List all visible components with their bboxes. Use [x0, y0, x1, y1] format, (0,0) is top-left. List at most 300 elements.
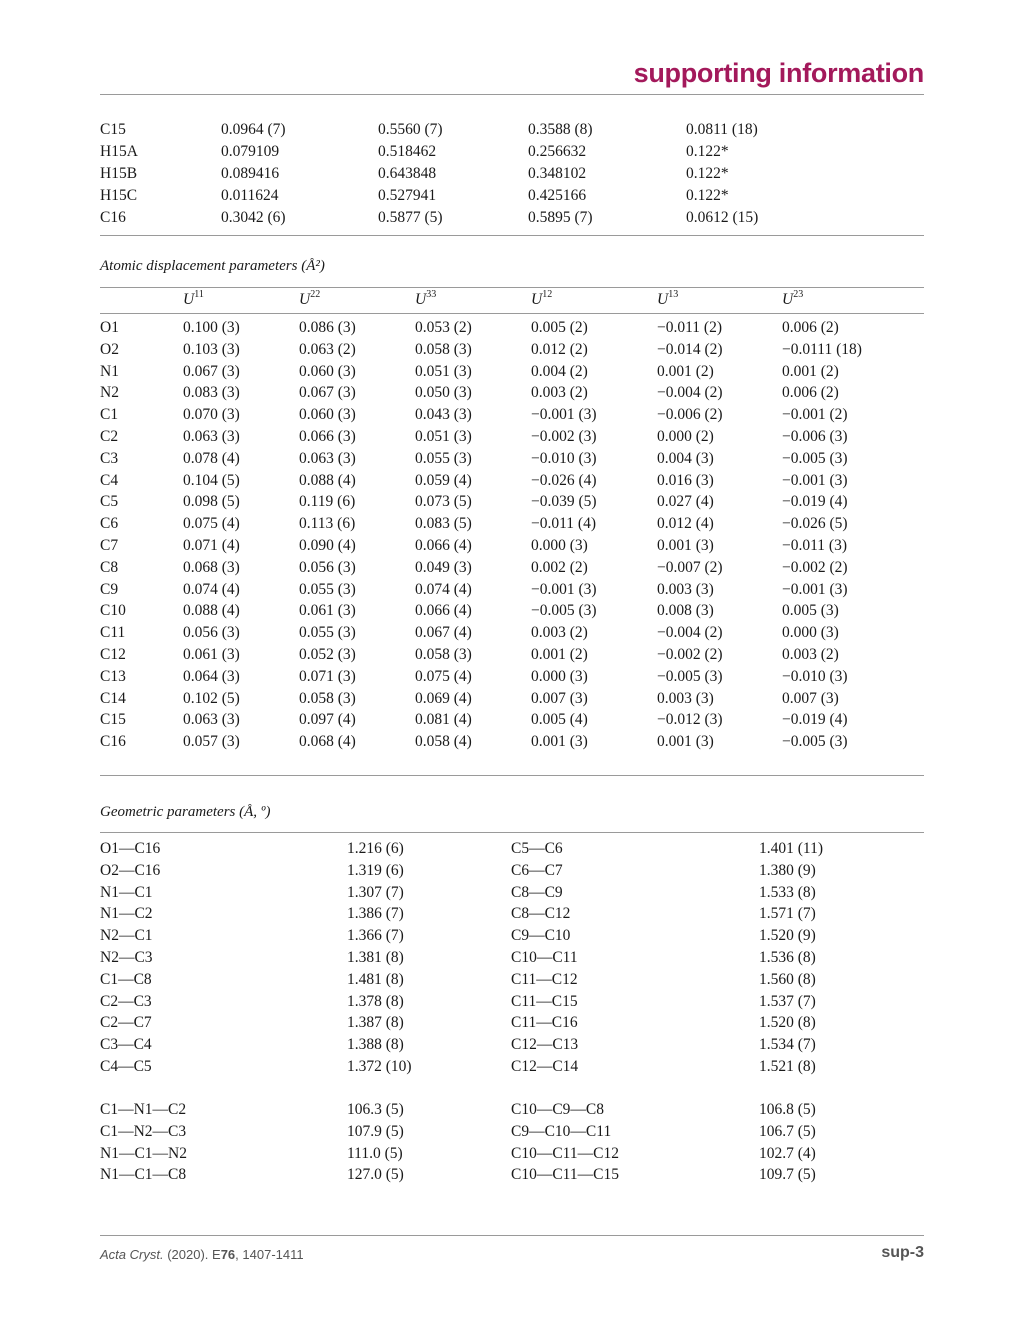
- bond-length: 1.537 (7): [759, 992, 816, 1010]
- u22-value: 0.097 (4): [299, 711, 356, 729]
- u33-value: 0.069 (4): [415, 689, 472, 707]
- bond-label: C1—C8: [100, 970, 152, 988]
- u11-value: 0.057 (3): [183, 733, 240, 751]
- u12-value: 0.005 (2): [531, 319, 588, 336]
- u11-value: 0.075 (4): [183, 515, 240, 533]
- atom-label: O1: [100, 319, 119, 336]
- bond-row: [0, 1036, 1024, 1058]
- u23-value: 0.003 (2): [782, 646, 839, 663]
- u12-value: −0.005 (3): [531, 602, 597, 620]
- u11-value: 0.074 (4): [183, 580, 240, 598]
- bond-length: 1.381 (8): [347, 949, 404, 966]
- u11-value: 0.071 (4): [183, 537, 240, 554]
- bond-label: C11—C15: [511, 992, 578, 1010]
- atom-label: C1: [100, 406, 119, 424]
- bond-label: C11—C16: [511, 1014, 578, 1032]
- u22-value: 0.055 (3): [299, 624, 356, 642]
- footer-page-label: sup-3: [881, 1244, 924, 1261]
- u33-value: 0.055 (3): [415, 449, 472, 467]
- u12-value: 0.004 (2): [531, 362, 588, 380]
- adp-column-header: [299, 291, 320, 309]
- adp-header-index: 23: [793, 289, 804, 300]
- angle-value: 102.7 (4): [759, 1144, 816, 1162]
- u23-value: 0.006 (2): [782, 319, 839, 336]
- atom-label: C15: [100, 711, 126, 729]
- atom-label: C3: [100, 449, 119, 467]
- z-value: 0.348102: [528, 165, 587, 182]
- u23-value: −0.026 (5): [782, 515, 848, 533]
- bond-row: [0, 862, 1024, 884]
- u11-value: 0.061 (3): [183, 646, 240, 663]
- adp-row: [0, 428, 1024, 450]
- angle-value: 106.3 (5): [347, 1101, 404, 1118]
- u13-value: 0.012 (4): [657, 515, 714, 533]
- footer-year: (2020).: [167, 1247, 209, 1262]
- bond-row: [0, 905, 1024, 927]
- u33-value: 0.058 (4): [415, 733, 472, 751]
- adp-row: [0, 624, 1024, 646]
- u12-value: −0.011 (4): [531, 515, 596, 533]
- adp-row: [0, 450, 1024, 472]
- u12-value: 0.005 (4): [531, 711, 588, 729]
- adp-section-title: Atomic displacement parameters (Å²): [100, 258, 325, 274]
- bond-label: C8—C9: [511, 883, 563, 901]
- u12-value: 0.001 (2): [531, 646, 588, 663]
- u22-value: 0.058 (3): [299, 689, 356, 707]
- u33-value: 0.074 (4): [415, 580, 472, 598]
- x-value: 0.0964 (7): [221, 121, 286, 138]
- angle-label: N1—C1—C8: [100, 1166, 187, 1184]
- atom-label: H15C: [100, 187, 138, 204]
- u33-value: 0.051 (3): [415, 362, 472, 380]
- header-rule: [100, 94, 924, 95]
- u11-value: 0.103 (3): [183, 340, 240, 358]
- y-value: 0.5877 (5): [378, 209, 443, 226]
- u12-value: 0.007 (3): [531, 689, 588, 707]
- bond-label: O1—C16: [100, 840, 161, 857]
- bond-length: 1.560 (8): [759, 970, 816, 988]
- bond-length: 1.521 (8): [759, 1058, 816, 1075]
- atom-label: C2: [100, 428, 119, 445]
- u23-value: −0.001 (2): [782, 406, 848, 424]
- bond-label: C6—C7: [511, 861, 563, 879]
- angle-label: C1—N2—C3: [100, 1122, 187, 1140]
- adp-row: [0, 406, 1024, 428]
- adp-header-symbol: U: [531, 291, 543, 308]
- adp-row: [0, 515, 1024, 537]
- u12-value: −0.039 (5): [531, 493, 597, 511]
- atom-label: N1: [100, 362, 119, 380]
- adp-row: [0, 537, 1024, 559]
- bond-row: [0, 1014, 1024, 1036]
- bond-row: [0, 971, 1024, 993]
- footer-journal: Acta Cryst.: [100, 1247, 164, 1262]
- bond-length: 1.380 (9): [759, 861, 816, 879]
- u22-value: 0.088 (4): [299, 471, 356, 489]
- atom-label: O2: [100, 340, 119, 358]
- bond-label: N2—C1: [100, 927, 153, 945]
- footer-rule: [100, 1235, 924, 1236]
- u23-value: −0.006 (3): [782, 428, 848, 445]
- adp-row: [0, 733, 1024, 755]
- y-value: 0.518462: [378, 143, 437, 160]
- u23-value: 0.001 (2): [782, 362, 839, 380]
- adp-column-header: [183, 291, 204, 309]
- atom-label: C16: [100, 733, 126, 751]
- u13-value: −0.004 (2): [657, 384, 723, 402]
- u23-value: −0.002 (2): [782, 558, 848, 576]
- u11-value: 0.088 (4): [183, 602, 240, 620]
- u12-value: −0.026 (4): [531, 471, 597, 489]
- z-value: 0.5895 (7): [528, 209, 593, 226]
- bond-label: C12—C13: [511, 1036, 579, 1054]
- u23-value: −0.001 (3): [782, 580, 848, 598]
- u13-value: 0.001 (2): [657, 362, 714, 380]
- u22-value: 0.063 (2): [299, 340, 356, 358]
- adp-row: [0, 493, 1024, 515]
- bond-label: C11—C12: [511, 970, 578, 988]
- u13-value: 0.008 (3): [657, 602, 714, 620]
- bond-label: C9—C10: [511, 927, 571, 945]
- x-value: 0.3042 (6): [221, 209, 286, 226]
- u33-value: 0.053 (2): [415, 319, 472, 336]
- u11-value: 0.078 (4): [183, 449, 240, 467]
- adp-header-symbol: U: [782, 291, 794, 308]
- z-value: 0.425166: [528, 187, 587, 204]
- atom-label: C16: [100, 209, 126, 226]
- bond-label: C2—C7: [100, 1014, 152, 1032]
- u12-value: 0.002 (2): [531, 558, 588, 576]
- u23-value: −0.019 (4): [782, 711, 848, 729]
- adp-row: [0, 341, 1024, 363]
- adp-column-header: [531, 291, 552, 309]
- u13-value: −0.007 (2): [657, 558, 723, 576]
- bond-label: C12—C14: [511, 1058, 579, 1075]
- atom-label: C10: [100, 602, 126, 620]
- angle-label: C9—C10—C11: [511, 1122, 612, 1140]
- u13-value: −0.005 (3): [657, 667, 723, 685]
- adp-row: [0, 472, 1024, 494]
- coords-row: [0, 209, 1024, 231]
- bond-length: 1.571 (7): [759, 905, 816, 923]
- u23-value: −0.005 (3): [782, 449, 848, 467]
- u11-value: 0.063 (3): [183, 711, 240, 729]
- bond-label: C4—C5: [100, 1058, 152, 1075]
- atom-label: C7: [100, 537, 119, 554]
- adp-header-index: 12: [542, 289, 553, 300]
- u11-value: 0.100 (3): [183, 319, 240, 336]
- adp-top-rule: [100, 287, 924, 288]
- bond-length: 1.533 (8): [759, 883, 816, 901]
- u22-value: 0.052 (3): [299, 646, 356, 663]
- bond-row: [0, 993, 1024, 1015]
- u33-value: 0.075 (4): [415, 667, 472, 685]
- x-value: 0.011624: [221, 187, 279, 204]
- u12-value: 0.000 (3): [531, 667, 588, 685]
- y-value: 0.527941: [378, 187, 437, 204]
- u12-value: 0.000 (3): [531, 537, 588, 554]
- u13-value: −0.006 (2): [657, 406, 723, 424]
- bond-label: C2—C3: [100, 992, 152, 1010]
- u13-value: −0.014 (2): [657, 340, 723, 358]
- adp-header-cells: [0, 291, 1024, 313]
- u23-value: 0.006 (2): [782, 384, 839, 402]
- u13-value: 0.003 (3): [657, 580, 714, 598]
- angle-value: 107.9 (5): [347, 1122, 404, 1140]
- u22-value: 0.060 (3): [299, 406, 356, 424]
- u11-value: 0.064 (3): [183, 667, 240, 685]
- atom-label: C4: [100, 471, 119, 489]
- u33-value: 0.059 (4): [415, 471, 472, 489]
- atom-label: C15: [100, 121, 126, 138]
- u33-value: 0.067 (4): [415, 624, 472, 642]
- u12-value: 0.012 (2): [531, 340, 588, 358]
- atom-label: C13: [100, 667, 126, 685]
- atom-label: C14: [100, 689, 126, 707]
- u22-value: 0.063 (3): [299, 449, 356, 467]
- coords-row: [0, 121, 1024, 143]
- bond-label: C3—C4: [100, 1036, 152, 1054]
- u11-value: 0.056 (3): [183, 624, 240, 642]
- z-value: 0.256632: [528, 143, 587, 160]
- bond-length: 1.307 (7): [347, 883, 404, 901]
- atom-label: C8: [100, 558, 119, 576]
- u11-value: 0.070 (3): [183, 406, 240, 424]
- x-value: 0.079109: [221, 143, 280, 160]
- u13-value: 0.001 (3): [657, 537, 714, 554]
- angle-value: 127.0 (5): [347, 1166, 404, 1184]
- angle-value: 106.7 (5): [759, 1122, 816, 1140]
- u13-value: 0.016 (3): [657, 471, 714, 489]
- y-value: 0.5560 (7): [378, 121, 443, 138]
- u33-value: 0.058 (3): [415, 646, 472, 663]
- adp-header-index: 11: [194, 289, 204, 300]
- u33-value: 0.083 (5): [415, 515, 472, 533]
- u22-value: 0.061 (3): [299, 602, 356, 620]
- bond-label: N1—C2: [100, 905, 153, 923]
- u13-value: 0.000 (2): [657, 428, 714, 445]
- coords-row: [0, 165, 1024, 187]
- u33-value: 0.043 (3): [415, 406, 472, 424]
- u23-value: 0.007 (3): [782, 689, 839, 707]
- u13-value: 0.027 (4): [657, 493, 714, 511]
- adp-row: [0, 646, 1024, 668]
- angle-label: C10—C11—C15: [511, 1166, 619, 1184]
- angle-value: 106.8 (5): [759, 1101, 816, 1118]
- angle-row: [0, 1166, 1024, 1188]
- u13-value: −0.002 (2): [657, 646, 723, 663]
- adp-header-symbol: U: [657, 291, 669, 308]
- u12-value: −0.001 (3): [531, 580, 597, 598]
- u11-value: 0.068 (3): [183, 558, 240, 576]
- bond-label: N1—C1: [100, 883, 153, 901]
- atom-label: H15A: [100, 143, 138, 160]
- angle-value: 109.7 (5): [759, 1166, 816, 1184]
- footer-citation: [100, 1247, 304, 1262]
- bond-row: [0, 840, 1024, 862]
- adp-row: [0, 668, 1024, 690]
- bond-length: 1.386 (7): [347, 905, 404, 923]
- u22-value: 0.056 (3): [299, 558, 356, 576]
- bond-label: O2—C16: [100, 861, 161, 879]
- bond-length: 1.481 (8): [347, 970, 404, 988]
- bond-row: [0, 884, 1024, 906]
- u12-value: −0.001 (3): [531, 406, 597, 424]
- adp-row: [0, 581, 1024, 603]
- u23-value: −0.0111 (18): [782, 340, 862, 358]
- u22-value: 0.113 (6): [299, 515, 356, 533]
- u11-value: 0.063 (3): [183, 428, 240, 445]
- u33-value: 0.073 (5): [415, 493, 472, 511]
- u11-value: 0.098 (5): [183, 493, 240, 511]
- adp-header-symbol: U: [183, 291, 195, 308]
- adp-header-index: 33: [426, 289, 437, 300]
- u33-value: 0.050 (3): [415, 384, 472, 402]
- angle-row: [0, 1145, 1024, 1167]
- u23-value: −0.010 (3): [782, 667, 848, 685]
- u22-value: 0.071 (3): [299, 667, 356, 685]
- bond-length: 1.366 (7): [347, 927, 404, 945]
- uiso-value: 0.122*: [686, 143, 729, 160]
- x-value: 0.089416: [221, 165, 280, 182]
- coords-row: [0, 143, 1024, 165]
- bond-row: [0, 927, 1024, 949]
- uiso-value: 0.122*: [686, 165, 729, 182]
- angle-row: [0, 1123, 1024, 1145]
- u12-value: 0.003 (2): [531, 384, 588, 402]
- u22-value: 0.090 (4): [299, 537, 356, 554]
- bond-length: 1.520 (9): [759, 927, 816, 945]
- u22-value: 0.066 (3): [299, 428, 356, 445]
- uiso-value: 0.122*: [686, 187, 729, 204]
- bond-length: 1.372 (10): [347, 1058, 412, 1075]
- coords-row: [0, 187, 1024, 209]
- adp-row: [0, 319, 1024, 341]
- angle-label: C10—C9—C8: [511, 1101, 605, 1118]
- adp-row: [0, 690, 1024, 712]
- footer-volume: 76: [220, 1247, 236, 1262]
- atom-label: H15B: [100, 165, 138, 182]
- u33-value: 0.051 (3): [415, 428, 472, 445]
- atom-label: N2: [100, 384, 119, 402]
- u13-value: 0.001 (3): [657, 733, 714, 751]
- u23-value: −0.011 (3): [782, 537, 847, 554]
- adp-header-symbol: U: [415, 291, 427, 308]
- adp-header-symbol: U: [299, 291, 311, 308]
- u33-value: 0.058 (3): [415, 340, 472, 358]
- uiso-value: 0.0612 (15): [686, 209, 759, 226]
- u22-value: 0.060 (3): [299, 362, 356, 380]
- adp-row: [0, 559, 1024, 581]
- u13-value: −0.012 (3): [657, 711, 723, 729]
- bond-label: N2—C3: [100, 949, 153, 966]
- bond-length: 1.401 (11): [759, 840, 823, 857]
- footer-pages: , 1407-1411: [235, 1247, 304, 1262]
- u11-value: 0.102 (5): [183, 689, 240, 707]
- u13-value: −0.004 (2): [657, 624, 723, 642]
- atom-label: C12: [100, 646, 126, 663]
- u22-value: 0.067 (3): [299, 384, 356, 402]
- u23-value: 0.005 (3): [782, 602, 839, 620]
- geom-top-rule: [100, 832, 924, 833]
- u23-value: −0.001 (3): [782, 471, 848, 489]
- atom-label: C11: [100, 624, 126, 642]
- bond-length: 1.534 (7): [759, 1036, 816, 1054]
- u22-value: 0.119 (6): [299, 493, 356, 511]
- u22-value: 0.068 (4): [299, 733, 356, 751]
- page-header-title: supporting information: [633, 58, 924, 88]
- uiso-value: 0.0811 (18): [686, 121, 758, 138]
- footer-volume-prefix: E: [212, 1247, 221, 1262]
- u23-value: −0.005 (3): [782, 733, 848, 751]
- u33-value: 0.066 (4): [415, 537, 472, 554]
- atom-label: C9: [100, 580, 119, 598]
- adp-row: [0, 384, 1024, 406]
- u12-value: −0.002 (3): [531, 428, 597, 445]
- bond-length: 1.520 (8): [759, 1014, 816, 1032]
- bond-length: 1.216 (6): [347, 840, 404, 857]
- adp-row: [0, 363, 1024, 385]
- bond-label: C8—C12: [511, 905, 571, 923]
- u11-value: 0.067 (3): [183, 362, 240, 380]
- bond-label: C10—C11: [511, 949, 578, 966]
- bond-length: 1.319 (6): [347, 861, 404, 879]
- u12-value: 0.003 (2): [531, 624, 588, 642]
- bond-row: [0, 1058, 1024, 1080]
- adp-row: [0, 602, 1024, 624]
- angle-label: C10—C11—C12: [511, 1144, 619, 1162]
- atom-label: C5: [100, 493, 119, 511]
- adp-header-index: 13: [668, 289, 679, 300]
- bond-length: 1.536 (8): [759, 949, 816, 966]
- angle-row: [0, 1101, 1024, 1123]
- bond-label: C5—C6: [511, 840, 563, 857]
- adp-column-header: [657, 291, 678, 309]
- geom-section-title: Geometric parameters (Å, º): [100, 804, 271, 820]
- coords-bottom-rule: [100, 235, 924, 236]
- bond-row: [0, 949, 1024, 971]
- adp-bottom-rule: [100, 775, 924, 776]
- adp-row: [0, 711, 1024, 733]
- u23-value: 0.000 (3): [782, 624, 839, 642]
- u13-value: 0.004 (3): [657, 449, 714, 467]
- y-value: 0.643848: [378, 165, 437, 182]
- u33-value: 0.081 (4): [415, 711, 472, 729]
- u12-value: −0.010 (3): [531, 449, 597, 467]
- bond-length: 1.378 (8): [347, 992, 404, 1010]
- angle-value: 111.0 (5): [347, 1144, 403, 1162]
- adp-header-rule: [100, 313, 924, 314]
- z-value: 0.3588 (8): [528, 121, 593, 138]
- bond-length: 1.387 (8): [347, 1014, 404, 1032]
- u12-value: 0.001 (3): [531, 733, 588, 751]
- u11-value: 0.083 (3): [183, 384, 240, 402]
- adp-column-header: [782, 291, 803, 309]
- angle-label: N1—C1—N2: [100, 1144, 187, 1162]
- u23-value: −0.019 (4): [782, 493, 848, 511]
- bond-length: 1.388 (8): [347, 1036, 404, 1054]
- u13-value: 0.003 (3): [657, 689, 714, 707]
- u13-value: −0.011 (2): [657, 319, 722, 336]
- adp-header-index: 22: [310, 289, 321, 300]
- angle-label: C1—N1—C2: [100, 1101, 187, 1118]
- u22-value: 0.055 (3): [299, 580, 356, 598]
- u33-value: 0.066 (4): [415, 602, 472, 620]
- adp-column-header: [415, 291, 436, 309]
- atom-label: C6: [100, 515, 119, 533]
- u22-value: 0.086 (3): [299, 319, 356, 336]
- u33-value: 0.049 (3): [415, 558, 472, 576]
